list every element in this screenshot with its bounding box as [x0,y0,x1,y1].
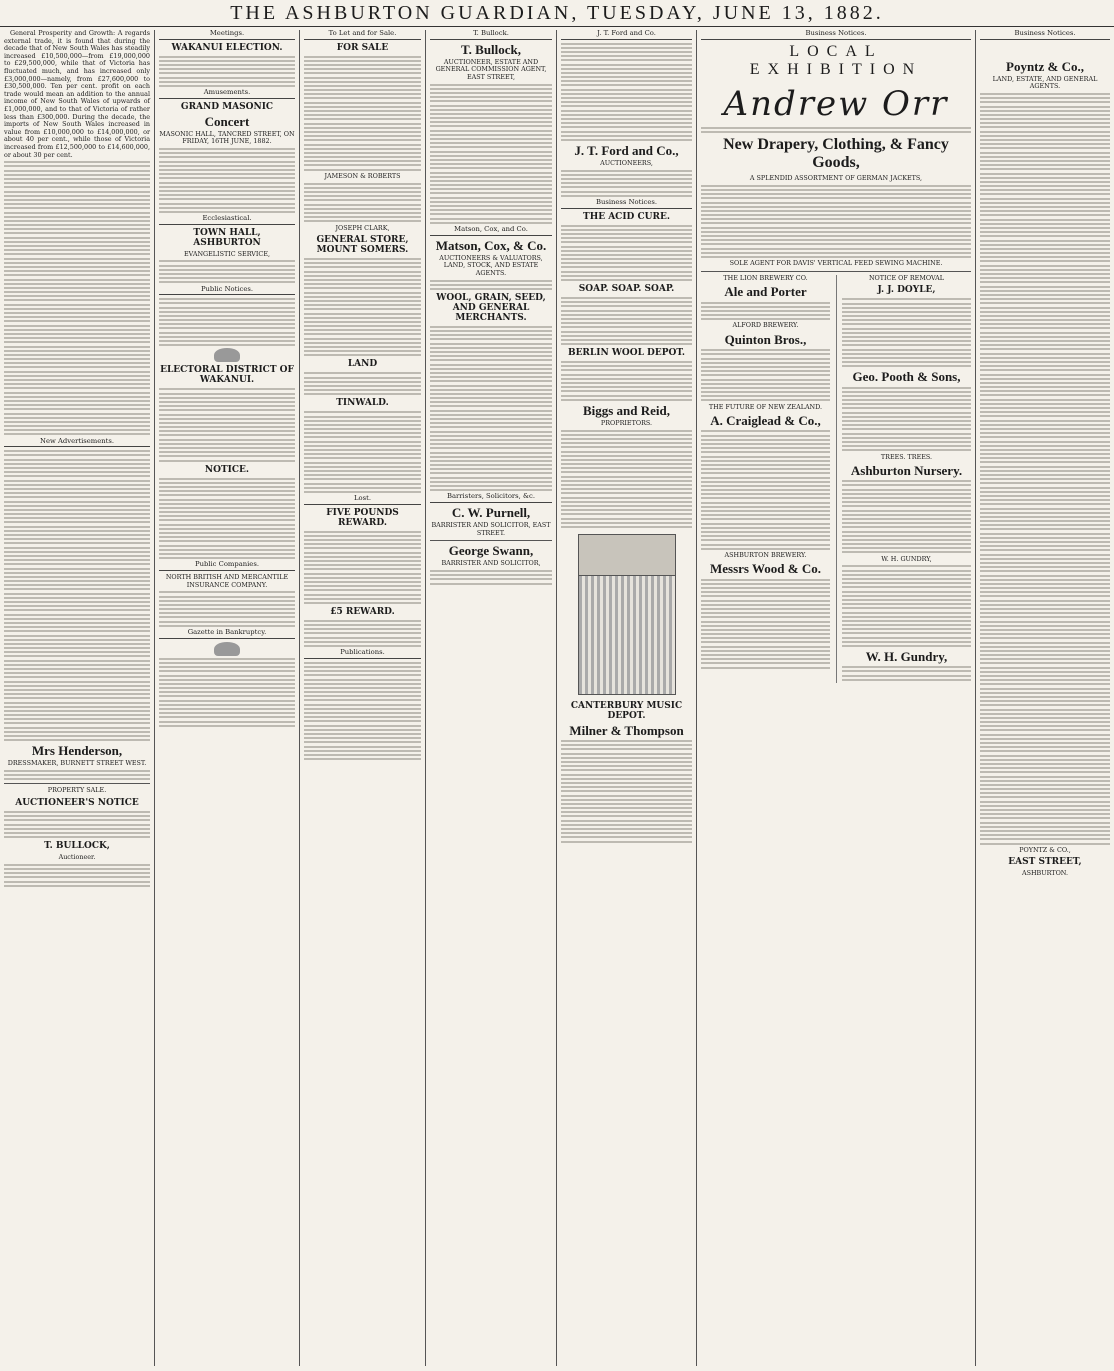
organ-crown-illustration [578,534,676,575]
two-column-block [701,275,971,683]
lion-brewery: THE LION BREWERY CO. [723,273,808,282]
milner-name: Milner & Thompson [569,722,684,738]
wood-text [701,579,830,669]
general-store: GENERAL STORE, MOUNT SOMERS. [316,235,409,256]
quinton-name: Quinton Bros., [724,332,807,348]
to-let-heading: To Let and for Sale. [304,30,421,40]
gundry-small: W. H. GUNDRY, [881,554,932,563]
business-heading: Business Notices. [701,30,971,40]
column-1 [0,30,154,1366]
article-text: General Prosperity and Growth: A regards external trade, it is found that during the decade that of New South Wales has steadily increased £10,500,000—from £19,000,000 to £29,500,000, while that of Victoria has fluctuated much, and has increased only £3,000,000—namely, from £27,600,000 to £30,500,000. Ten per cent. profit on each trade would mean an addition to the annual income of New South Wales of upwards of £1,000,000, and to that of Victoria of rather less than £300,000. During the decade, the imports of New South Wales increased in value from £10,000,000 to £14,000,000, or about 40 per cent., while those of Victoria increased from £12,500,000 to £14,600,000, or about 30 per cent. [4,30,150,159]
bullock-role: Auctioneer. [58,853,96,862]
doyle-text [842,298,971,367]
left-subcolumn [701,275,830,683]
masthead: THE ASHBURTON GUARDIAN, TUESDAY, JUNE 13, 1882. [0,0,1114,27]
publications-text [304,662,421,760]
ford-text [561,43,692,141]
concert-text [159,148,295,213]
ashburton-town: ASHBURTON. [1021,869,1069,878]
craiglead-name: A. Craiglead & Co., [710,413,821,429]
matson-sub: AUCTIONEERS & VALUATORS, LAND, STOCK, AND ESTATE AGENTS. [439,253,543,277]
wakanui-text [159,56,295,87]
bullock-heading: T. Bullock. [430,30,552,40]
purnell-name: C. W. Purnell, [451,504,531,520]
pooth-name: Geo. Pooth & Sons, [852,369,961,385]
ashburton-nursery: Ashburton Nursery. [850,463,963,479]
purnell-sub: BARRISTER AND SOLICITOR, EAST STREET. [431,520,551,537]
north-british: NORTH BRITISH AND MERCANTILE INSURANCE COMPANY. [165,572,289,589]
intro-text [701,127,971,133]
divider [701,271,971,272]
column-2 [154,30,299,1366]
joseph-clark: JOSEPH CLARK, [335,223,390,232]
matson-text [430,280,552,290]
local-exhibition: LOCAL EXHIBITION [749,42,923,78]
bullock-signature: T. BULLOCK, [44,841,110,852]
doyle-name: J. J. DOYLE, [877,285,936,296]
business-heading: Business Notices. [561,199,692,209]
concert-title: Concert [204,113,250,129]
matson-name: Matson, Cox, & Co. [435,237,547,253]
notice-title: NOTICE. [204,464,250,475]
railway-text [430,570,552,585]
jameson-roberts: JAMESON & ROBERTS [324,171,401,180]
henderson-text [4,770,150,780]
canterbury-music: CANTERBURY MUSIC DEPOT. [570,700,683,721]
wool-grain: WOOL, GRAIN, SEED, AND GENERAL MERCHANTS. [436,292,546,323]
barristers-heading: Barristers, Solicitors, &c. [430,493,552,503]
section-heading: New Advertisements. [4,438,150,448]
tinwald-text [304,411,421,493]
lost-heading: Lost. [304,495,421,505]
bullock-ads-text [430,84,552,224]
town-hall: TOWN HALL, ASHBURTON [193,227,261,248]
berlin-text [561,361,692,401]
property-sale: PROPERTY SALE. [47,786,107,795]
column-4 [425,30,556,1366]
store-text [304,258,421,356]
bullock-name: T. Bullock, [460,41,522,57]
poyntz-listings-text [980,93,1110,845]
electoral-district: ELECTORAL DISTRICT OF WAKANUI. [160,365,294,386]
acid-cure: THE ACID CURE. [583,211,670,222]
ford-sub: AUCTIONEERS, [600,158,653,167]
column-7 [975,30,1114,1366]
notice-removal: NOTICE OF REMOVAL [868,273,945,282]
future-nz: THE FUTURE OF NEW ZEALAND. [708,402,823,411]
reward-text [304,620,421,647]
gazette-text [159,658,295,727]
royal-crest-icon [214,348,240,362]
organ-illustration [578,575,676,695]
ashburton-brewery: ASHBURTON BREWERY. [724,550,807,559]
notices-text [159,298,295,346]
drapery-text [701,185,971,258]
east-street: EAST STREET, [1008,857,1082,868]
swann-sub: BARRISTER AND SOLICITOR, [441,559,541,568]
amusements-heading: Amusements. [159,89,295,99]
nursery-text [842,480,971,553]
auctioneer-notice: AUCTIONEER'S NOTICE [15,797,139,808]
ford-heading: J. T. Ford and Co. [561,30,692,40]
business-heading: Business Notices. [980,30,1110,40]
german-jackets: A SPLENDID ASSORTMENT OF GERMAN JACKETS, [749,173,923,182]
swann-name: George Swann, [448,543,534,559]
mrs-henderson-sub: DRESSMAKER, BURNETT STREET WEST. [7,759,147,768]
closing-text [4,864,150,887]
messrs-wood: Messrs Wood & Co. [710,561,821,577]
gazette-heading: Gazette in Bankruptcy. [159,629,295,639]
publications-heading: Publications. [304,649,421,659]
sole-agent: SOLE AGENT FOR DAVIS' VERTICAL FEED SEWING MACHINE. [729,259,943,268]
alford-brewery: ALFORD BREWERY. [732,321,799,330]
berlin-wool: BERLIN WOOL DEPOT. [567,348,686,359]
divider [430,540,552,541]
crest-icon [214,642,240,656]
seed-text [304,183,421,223]
lion-text [701,302,830,321]
for-sale-title: FOR SALE [336,42,389,53]
grand-masonic: GRAND MASONIC [180,101,274,112]
land-text [304,372,421,395]
article-body-text [4,161,150,435]
electoral-text [159,388,295,461]
matson-heading: Matson, Cox, and Co. [430,226,552,236]
gundry-text-2 [842,666,971,681]
notice-text [159,478,295,560]
land-title: LAND [347,359,378,370]
ecclesiastical-heading: Ecclesiastical. [159,215,295,225]
public-notices-heading: Public Notices. [159,286,295,296]
poyntz-signoff: POYNTZ & CO., [1019,845,1071,854]
lost-text [304,531,421,604]
mrs-henderson-title: Mrs Henderson, [31,743,123,759]
soap-title: SOAP. SOAP. SOAP. [578,284,675,295]
ford-name: J. T. Ford and Co., [574,142,679,158]
acid-cure-text [561,225,692,281]
trees-title: TREES. TREES. [880,452,933,461]
column-5 [556,30,696,1366]
divider [4,783,150,784]
quinton-text [701,349,830,401]
tinwald-title: TINWALD. [336,398,389,409]
right-subcolumn [836,275,971,683]
service-text [159,260,295,283]
ale-porter: Ale and Porter [724,284,807,300]
advertisements-text [4,450,150,741]
auctioneer-text [4,811,150,838]
bullock-sub: AUCTIONEER, ESTATE AND GENERAL COMMISSION AGENT, EAST STREET, [435,57,547,81]
wakanui-election: WAKANUI ELECTION. [171,42,283,53]
biggs-name: Biggs and Reid, [582,402,671,418]
five-pounds: FIVE POUNDS REWARD. [326,507,399,528]
gundry-big: W. H. Gundry, [865,649,948,664]
pooth-text [842,387,971,452]
meetings-heading: Meetings. [159,30,295,40]
public-companies-heading: Public Companies. [159,561,295,571]
column-6 [696,30,975,1366]
ford-text-2 [561,170,692,197]
andrew-orr-signature: Andrew Orr [723,83,949,124]
gundry-text [842,565,971,647]
new-drapery: New Drapery, Clothing, & Fancy Goods, [723,135,949,171]
insurance-text [159,591,295,627]
biggs-sub: PROPRIETORS. [600,418,653,427]
produce-list-text [430,326,552,491]
craiglead-text [701,430,830,549]
concert-venue: MASONIC HALL, TANCRED STREET, ON FRIDAY, 16TH JUNE, 1882. [159,129,295,146]
soap-text [561,297,692,345]
sale-text [304,56,421,171]
column-3 [299,30,425,1366]
reward-title: £5 REWARD. [330,606,395,617]
music-text [561,740,692,843]
evangelistic: EVANGELISTIC SERVICE, [183,249,271,258]
poyntz-sub: LAND, ESTATE, AND GENERAL AGENTS. [992,74,1098,91]
biggs-text [561,430,692,528]
poyntz-name: Poyntz & Co., [1006,58,1084,74]
